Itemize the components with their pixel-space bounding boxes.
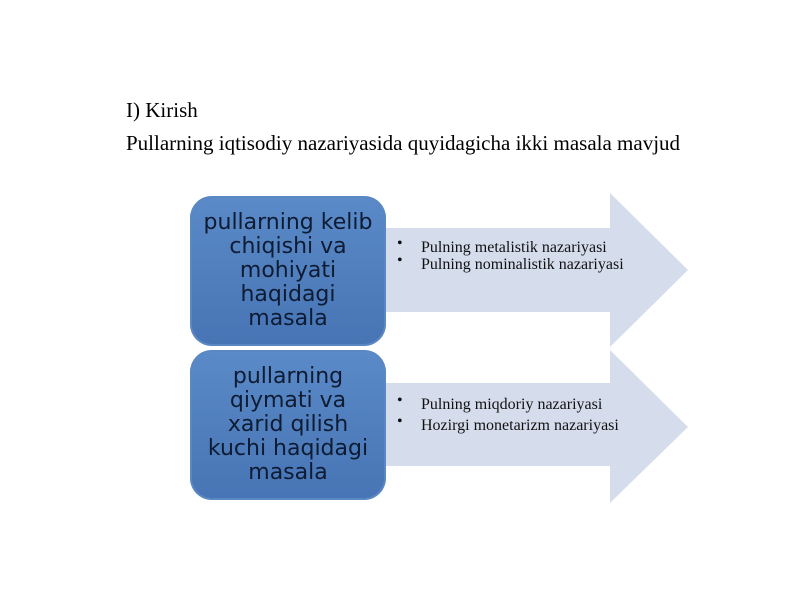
list-item: • Pulning nominalistik nazariyasi xyxy=(397,256,651,273)
list-item: • Pulning miqdoriy nazariyasi xyxy=(397,396,651,413)
slide-subtitle: Pullarning iqtisodiy nazariyasida quyidagicha ikki masala mavjud xyxy=(126,131,681,155)
slide-heading: I) Kirish xyxy=(126,98,198,122)
list-item: • Hozirgi monetarizm nazariyasi xyxy=(397,417,651,434)
bullet-list-value xyxy=(397,396,651,438)
list-item: • Pulning metalistik nazariyasi xyxy=(397,239,651,256)
topic-box-origin xyxy=(190,196,386,346)
bullet-list-origin xyxy=(397,239,651,273)
topic-box-origin-label: pullarning kelib chiqishi va mohiyati haqidagi masala xyxy=(203,210,373,331)
topic-box-value xyxy=(190,350,386,500)
topic-box-value-label: pullarning qiymati va xarid qilish kuchi haqidagi masala xyxy=(207,364,369,485)
